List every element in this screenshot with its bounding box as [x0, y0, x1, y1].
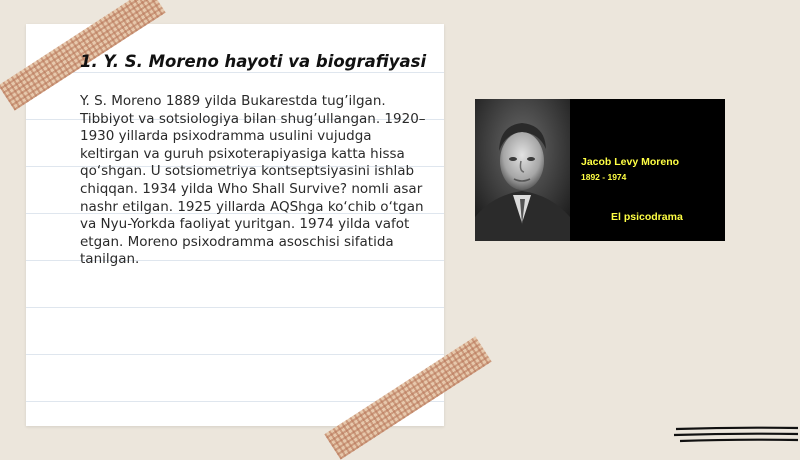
moreno-photo-panel: [475, 99, 725, 241]
slide-title: 1. Y. S. Moreno hayoti va biografiyasi: [80, 52, 427, 71]
biography-text: Y. S. Moreno 1889 yilda Bukarestda tug’ilgan. Tibbiyot va sotsiologiya bilan shug’ullangan. 1920–1930 yillarda psixodramma usulini vujudga keltirgan va guruh psixoterapiyasiga katta hissa qo‘shgan. U sotsiometriya kontseptsiyasini ishlab chiqqan. 1934 yilda Who Shall Survive? nomli asar nashr etilgan. 1925 yillarda AQShga ko‘chib o‘tgan va Nyu-Yorkda faoliyat yuritgan. 1974 yilda vafot etgan. Moreno psixodramma asoschisi sifatida tanilgan.: [80, 93, 426, 268]
photo-caption-years: 1892 - 1974: [581, 172, 627, 182]
decorative-lines: [672, 424, 800, 446]
photo-caption-subtitle: El psicodrama: [611, 211, 683, 223]
photo-caption-name: Jacob Levy Moreno: [581, 156, 680, 168]
portrait-photo: [475, 99, 570, 241]
